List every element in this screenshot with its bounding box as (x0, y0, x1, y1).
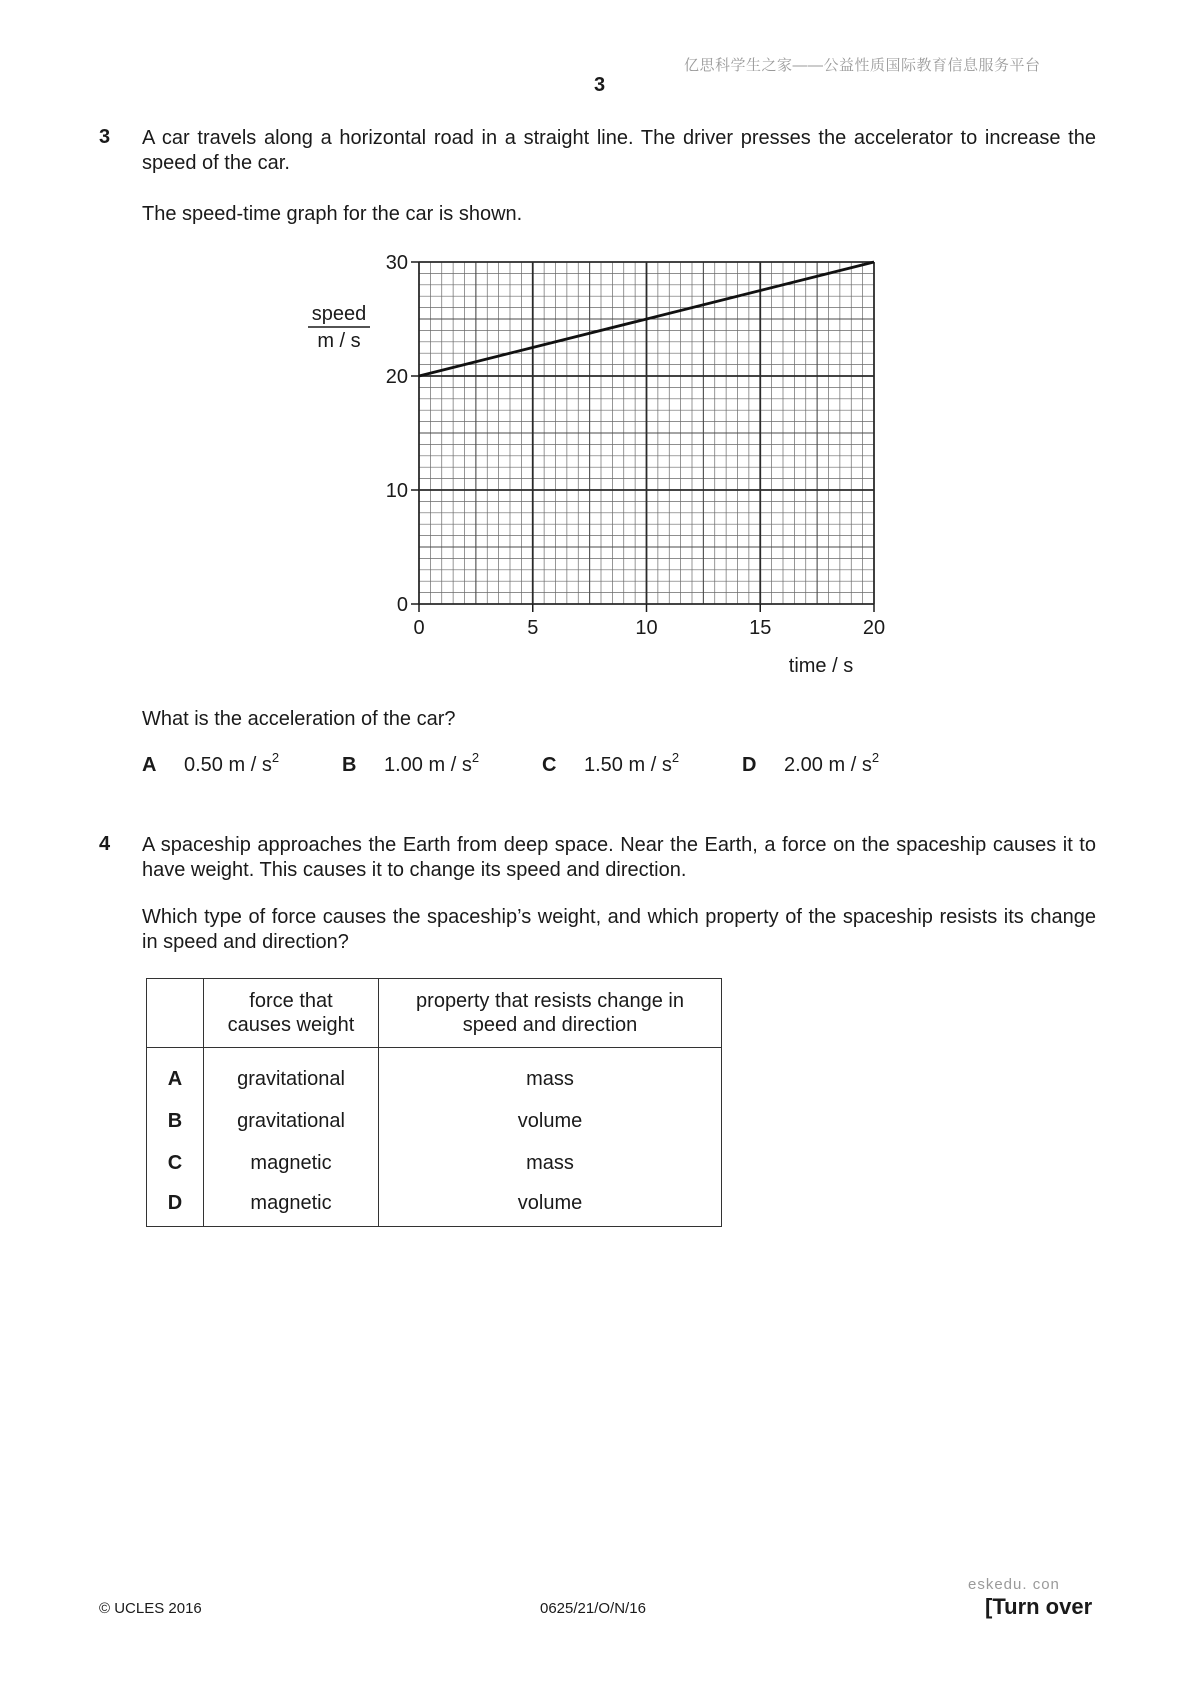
option-c-value (584, 750, 680, 777)
table-header-property-line-2: speed and direction (462, 1014, 638, 1036)
row-property: volume (379, 1100, 722, 1142)
footer-paper-code: 0625/21/O/N/16 (540, 1600, 646, 1617)
table-header-property-line-1: property that resists change in (416, 990, 684, 1012)
table-row (147, 1100, 722, 1142)
y-tick-label: 0 (396, 594, 408, 616)
row-property: volume (379, 1184, 722, 1227)
option-c-value-text: 1.50 m / s (584, 754, 672, 776)
y-axis-label-speed: speed (311, 303, 367, 325)
table-row (147, 1142, 722, 1184)
table-header-force (204, 979, 379, 1048)
header-watermark: 亿思科学生之家——公益性质国际教育信息服务平台 (684, 57, 1041, 74)
speed-time-graph (280, 250, 920, 690)
option-b-exponent: 2 (471, 750, 480, 765)
row-property: mass (379, 1142, 722, 1184)
option-d-letter: D (742, 754, 757, 776)
option-a-value-text: 0.50 m / s (184, 754, 272, 776)
y-tick-label: 10 (385, 480, 408, 502)
option-d-value (784, 750, 880, 777)
option-d-value-text: 2.00 m / s (784, 754, 872, 776)
y-tick-label: 20 (385, 366, 408, 388)
option-b (342, 750, 480, 777)
question-4-prompt: Which type of force causes the spaceship’s weight, and which property of the spaceship resists its change in speed and direction? (142, 906, 1096, 953)
option-a-value (184, 750, 280, 777)
question-4-answer-table (146, 978, 722, 1227)
footer-watermark: eskedu. con (968, 1576, 1060, 1593)
table-header-force-line-2: causes weight (227, 1014, 355, 1036)
option-a-letter: A (142, 754, 157, 776)
table-row (147, 1184, 722, 1227)
table-header-property (379, 979, 722, 1048)
x-tick-label: 5 (527, 617, 539, 639)
option-b-value-text: 1.00 m / s (384, 754, 472, 776)
y-axis-label-unit: m / s (317, 330, 361, 352)
table-header-force-line-1: force that (249, 990, 333, 1012)
option-b-letter: B (342, 754, 357, 776)
question-4-number: 4 (99, 833, 111, 855)
option-d (742, 750, 880, 777)
option-a-exponent: 2 (271, 750, 280, 765)
option-b-value (384, 750, 480, 777)
row-force: gravitational (204, 1048, 379, 1101)
option-d-exponent: 2 (871, 750, 880, 765)
row-letter: A (147, 1048, 204, 1101)
x-tick-label: 20 (862, 617, 886, 639)
graph-y-tick-labels (386, 252, 408, 616)
row-force: magnetic (204, 1184, 379, 1227)
question-3-prompt: What is the acceleration of the car? (142, 708, 456, 730)
question-4-text: A spaceship approaches the Earth from deep space. Near the Earth, a force on the spaceship causes it to have weight. This causes it to change its speed and direction. (142, 834, 1096, 881)
row-letter: D (147, 1184, 204, 1227)
footer-turn-over: [Turn over (985, 1594, 1093, 1619)
question-3-text: A car travels along a horizontal road in a straight line. The driver presses the accelerator to increase the speed of the car. (142, 127, 1096, 174)
x-tick-label: 0 (413, 617, 425, 639)
table-header-row (147, 979, 722, 1048)
option-c-letter: C (542, 754, 557, 776)
row-letter: C (147, 1142, 204, 1184)
option-c-exponent: 2 (671, 750, 680, 765)
x-tick-label: 15 (749, 617, 772, 639)
option-a (142, 750, 280, 777)
x-tick-label: 10 (635, 617, 658, 639)
graph-x-tick-labels (413, 617, 885, 639)
row-force: gravitational (204, 1100, 379, 1142)
x-axis-label: time / s (788, 655, 854, 677)
table-row (147, 1048, 722, 1101)
question-3-options (142, 750, 942, 784)
row-letter: B (147, 1100, 204, 1142)
page-number: 3 (594, 74, 606, 96)
row-property: mass (379, 1048, 722, 1101)
row-force: magnetic (204, 1142, 379, 1184)
question-3-number: 3 (99, 126, 111, 148)
option-c (542, 750, 680, 777)
question-3-graph-intro: The speed-time graph for the car is shown. (142, 203, 523, 225)
graph-ticks (411, 262, 874, 612)
table-header-blank (147, 979, 204, 1048)
footer-copyright: © UCLES 2016 (99, 1600, 202, 1617)
y-tick-label: 30 (385, 252, 408, 274)
